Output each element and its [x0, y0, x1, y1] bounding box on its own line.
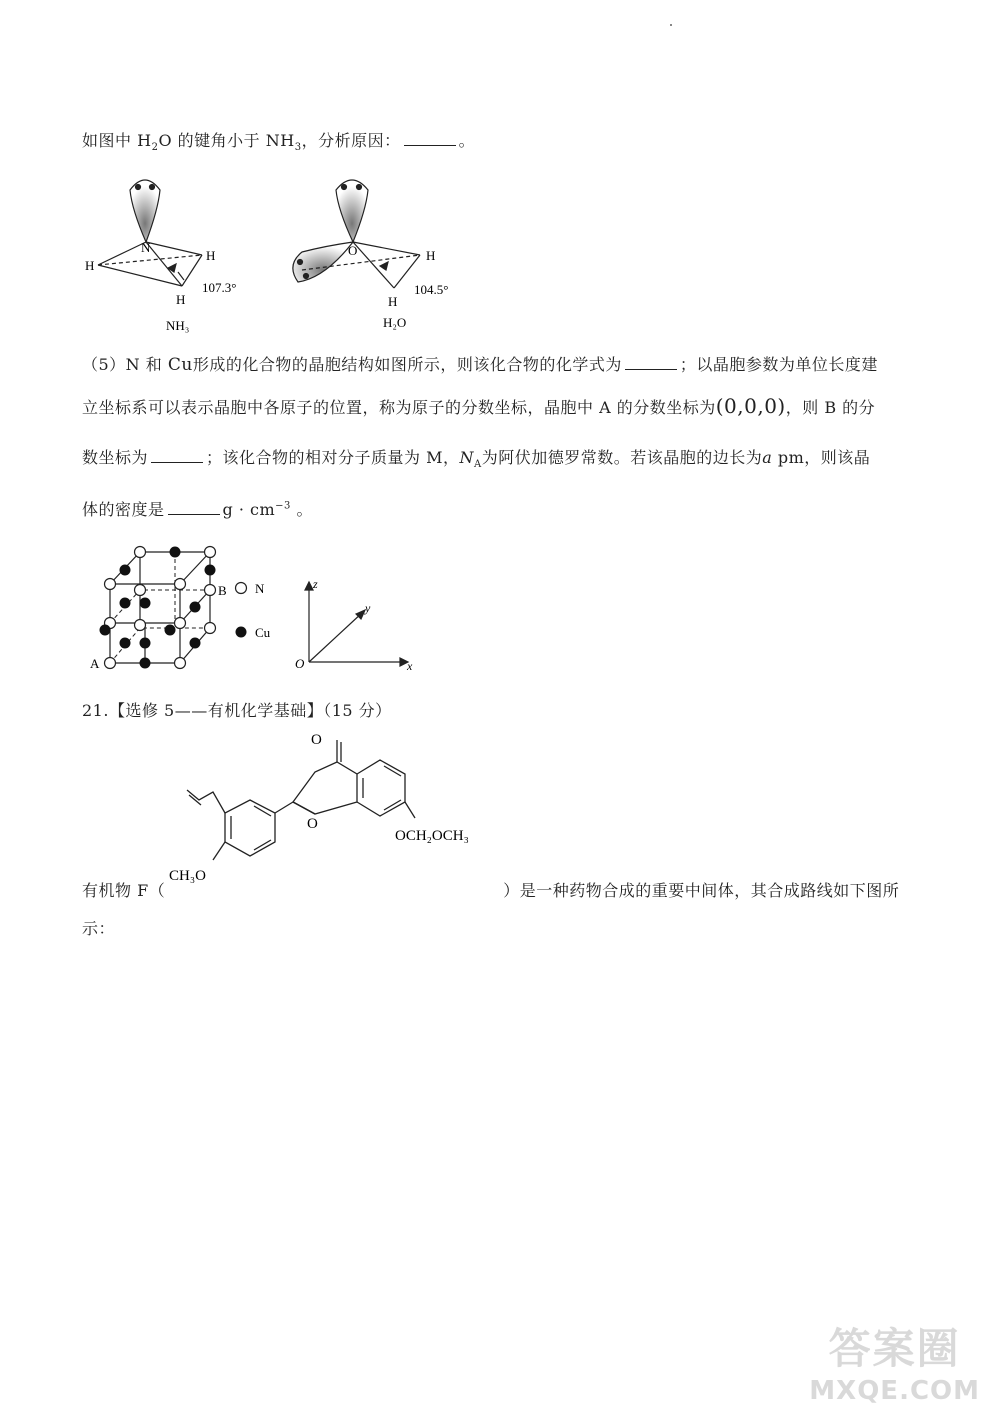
h2o-angle-label: 104.5° — [414, 282, 449, 297]
q5-line-2: 立坐标系可以表示晶胞中各原子的位置，称为原子的分数坐标，晶胞中 A 的分数坐标为(0,0,0)，则 B 的分 — [82, 394, 876, 418]
nh3-molecule — [98, 180, 202, 286]
question-4-tail: 如图中 $H_2O$ 的键角小于 $NH_3$，分析原因： 。 — [82, 131, 476, 154]
nh3-h-label-right: H — [206, 248, 216, 263]
coordinate-axes — [305, 582, 408, 666]
density-blank[interactable] — [168, 500, 220, 515]
axis-x-label: x — [407, 659, 413, 673]
formula-blank[interactable] — [625, 355, 677, 370]
och2och3-label: OCH₂OCH₃ — [395, 828, 469, 844]
nh3-caption: NH₃ — [166, 318, 190, 333]
atom-a-label: A — [90, 656, 100, 671]
q21-text-line-1: 有机物 F（ ）是一种药物合成的重要中间体，其合成路线如下图所 — [82, 881, 900, 900]
h2o-h-label-right: H — [426, 248, 436, 263]
ring-o-label: O — [307, 816, 318, 832]
nh3-h-label-left: H — [85, 258, 95, 273]
q5-line-4: 体的密度是 $g \cdot cm^{-3}$ 。 — [82, 500, 314, 519]
watermark — [809, 1316, 980, 1406]
legend-cu-label: Cu — [255, 625, 271, 640]
nh3-n-label: N — [141, 240, 151, 255]
q5-line-1: （5）N 和 Cu形成的化合物的晶胞结构如图所示，则该化合物的化学式为 ；以晶胞参数为单位长度建 — [82, 355, 878, 375]
q5-line-3: 数坐标为 ；该化合物的相对分子质量为 M，$N_A$为阿伏加德罗常数。若该晶胞的边长为a pm，则该晶 — [82, 448, 871, 471]
axis-z-label: z — [313, 577, 318, 591]
legend-cu-symbol — [236, 627, 247, 638]
atom-b-label: B — [218, 583, 227, 598]
speck — [670, 24, 672, 26]
watermark-logo-text: 答案圈 — [828, 1324, 961, 1373]
watermark-url: MXQE.COM — [809, 1376, 980, 1406]
ch3o-label: CH₃O — [169, 868, 206, 884]
compound-f-structure — [165, 730, 505, 890]
h2o-caption: H₂O — [383, 315, 407, 330]
question-21-title: 21.【选修 5——有机化学基础】（15 分） — [82, 701, 392, 720]
crystal-cell-figure — [85, 540, 425, 675]
nh3-formula: $NH_3$ — [265, 131, 302, 154]
answer-blank[interactable] — [404, 131, 456, 146]
h2o-molecule — [293, 180, 420, 288]
nh3-angle-label: 107.3° — [202, 280, 237, 295]
h2o-o-label: O — [348, 243, 358, 258]
carbonyl-o-label: O — [311, 732, 322, 748]
h2o-formula: $H_2O$ — [137, 131, 173, 154]
axis-origin-label: O — [295, 656, 305, 671]
h2o-h-label-bottom: H — [388, 294, 398, 309]
legend-n-label: N — [255, 581, 265, 596]
coordinate-blank[interactable] — [151, 448, 203, 463]
legend-n-symbol — [236, 583, 247, 594]
molecule-geometry-figure — [80, 170, 480, 335]
axis-y-label: y — [365, 601, 371, 615]
nh3-h-label-bottom: H — [176, 292, 186, 307]
q21-text-line-2: 示： — [82, 919, 116, 938]
